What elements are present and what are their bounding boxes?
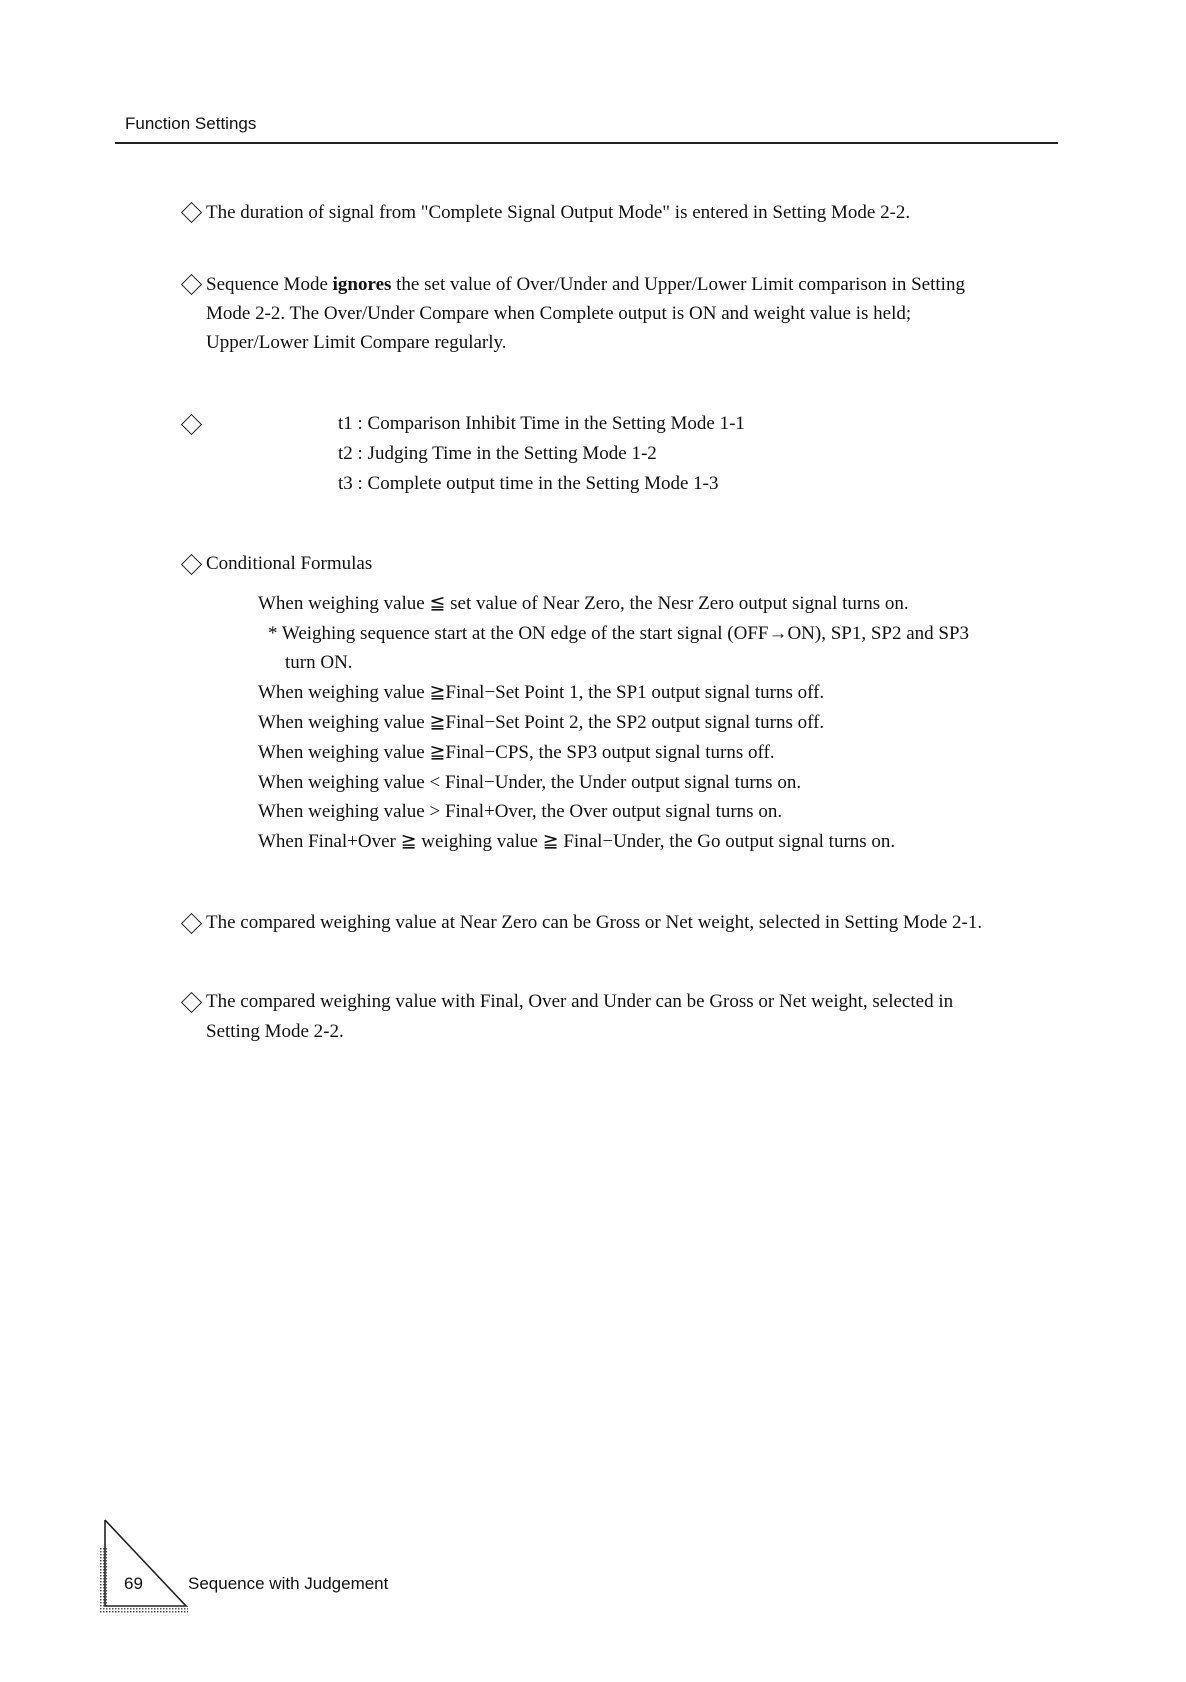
bullet-diamond-icon xyxy=(181,913,202,934)
note-final-compare-line2: Setting Mode 2-2. xyxy=(206,1021,344,1042)
bullet-diamond-icon xyxy=(181,414,202,435)
formula-line-turn-on: turn ON. xyxy=(285,652,353,673)
formula-line-sp3: When weighing value ≧Final−CPS, the SP3 output signal turns off. xyxy=(258,742,775,763)
note-sequence-mode-line1 xyxy=(206,270,965,300)
formula-line-sequence-start: * Weighing sequence start at the ON edge of the start signal (OFF→ON), SP1, SP2 and SP3 xyxy=(268,623,970,644)
formula-line-near-zero: When weighing value ≦ set value of Near Zero, the Nesr Zero output signal turns on. xyxy=(258,593,909,614)
note-sequence-mode-post: the set value of Over/Under and Upper/Lower Limit comparison in Setting xyxy=(391,274,965,295)
note-final-compare-line1: The compared weighing value with Final, Over and Under can be Gross or Net weight, selected in xyxy=(206,991,954,1012)
time-t2: t2 : Judging Time in the Setting Mode 1-2 xyxy=(338,443,657,464)
formulas-title: Conditional Formulas xyxy=(206,553,373,574)
formula-line-sp2: When weighing value ≧Final−Set Point 2, the SP2 output signal turns off. xyxy=(258,712,825,733)
note-sequence-mode-pre: Sequence Mode xyxy=(206,274,333,295)
bullet-diamond-icon xyxy=(181,554,202,575)
footer-section-title: Sequence with Judgement xyxy=(188,1574,389,1593)
page-number: 69 xyxy=(124,1574,143,1593)
running-header-title: Function Settings xyxy=(125,114,257,133)
header-rule xyxy=(115,142,1058,144)
bullet-diamond-icon xyxy=(181,274,202,295)
formula-line-under: When weighing value < Final−Under, the Under output signal turns on. xyxy=(258,772,802,793)
bullet-diamond-icon xyxy=(181,202,202,223)
time-t1: t1 : Comparison Inhibit Time in the Setting Mode 1-1 xyxy=(338,413,745,434)
note-sequence-mode-line3: Upper/Lower Limit Compare regularly. xyxy=(206,332,507,353)
formula-line-sp1: When weighing value ≧Final−Set Point 1, the SP1 output signal turns off. xyxy=(258,682,825,703)
time-t3: t3 : Complete output time in the Setting Mode 1-3 xyxy=(338,473,719,494)
bullet-diamond-icon xyxy=(181,992,202,1013)
note-sequence-mode-emphasis: ignores xyxy=(332,274,392,295)
formula-line-over: When weighing value > Final+Over, the Over output signal turns on. xyxy=(258,801,783,822)
note-sequence-mode-line2: Mode 2-2. The Over/Under Compare when Complete output is ON and weight value is held; xyxy=(206,303,912,324)
formula-line-go: When Final+Over ≧ weighing value ≧ Final−Under, the Go output signal turns on. xyxy=(258,831,896,852)
note-complete-signal: The duration of signal from "Complete Signal Output Mode" is entered in Setting Mode 2-2. xyxy=(206,202,911,223)
page-corner-triangle-icon xyxy=(100,1518,188,1614)
note-near-zero-compare: The compared weighing value at Near Zero can be Gross or Net weight, selected in Setting Mode 2-1. xyxy=(206,912,983,933)
